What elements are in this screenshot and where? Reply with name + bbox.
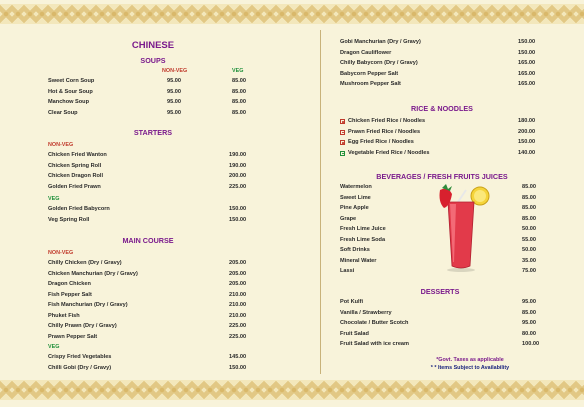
menu-item-row — [340, 116, 544, 126]
menu-item-row — [340, 297, 544, 307]
menu-item-price: 55.00 — [522, 236, 536, 243]
menu-item-name: Mushroom Pepper Salt — [340, 81, 401, 87]
nonveg-marker-icon — [340, 140, 345, 145]
menu-item-price: 85.00 — [522, 215, 536, 222]
menu-item-row — [340, 127, 544, 137]
menu-item-row — [48, 108, 258, 118]
menu-item-name: Phuket Fish — [48, 312, 80, 319]
starters-nonveg-label: NON-VEG — [48, 142, 74, 148]
menu-item-name: Fresh Lime Soda — [340, 236, 386, 243]
menu-item-price: 95.00 — [522, 299, 536, 305]
price-veg: 85.00 — [232, 88, 246, 95]
menu-item-price: 85.00 — [522, 194, 536, 201]
starters-veg-label: VEG — [48, 196, 60, 202]
menu-item-row — [48, 279, 258, 289]
section-title-beverages: BEVERAGES / FRESH FRUITS JUICES — [376, 172, 508, 181]
menu-item-row — [48, 76, 258, 86]
menu-item-name: Chilly Babycorn (Dry / Gravy) — [340, 60, 418, 66]
section-title-starters: STARTERS — [133, 128, 173, 137]
menu-item-price: 165.00 — [518, 70, 536, 77]
menu-item-name: Fruit Salad with ice cream — [340, 341, 410, 347]
menu-item-row — [48, 97, 258, 107]
price-veg: 85.00 — [232, 109, 246, 116]
section-title-main-course: MAIN COURSE — [122, 236, 174, 245]
price-nonveg: 95.00 — [167, 109, 181, 116]
menu-item-row — [340, 308, 544, 318]
menu-item-name: Clear Soup — [48, 109, 78, 116]
menu-item-row — [48, 290, 258, 300]
menu-item-price: 225.00 — [229, 333, 247, 340]
menu-item-name: Chicken Fried Rice / Noodles — [348, 118, 426, 124]
menu-item-name: Golden Fried Babycorn — [48, 206, 110, 212]
menu-item-name: Prawn Pepper Salt — [48, 333, 98, 340]
main-course-nonveg-label: NON-VEG — [48, 250, 74, 256]
menu-item-price: 150.00 — [518, 139, 536, 145]
menu-item-price: 145.00 — [229, 354, 247, 360]
menu-item-name: Fish Pepper Salt — [48, 291, 92, 298]
menu-item-name: Watermelon — [340, 184, 372, 190]
menu-item-row — [48, 182, 258, 192]
menu-item-name: Dragon Cauliflower — [340, 49, 392, 56]
menu-item-price: 165.00 — [518, 81, 536, 87]
menu-item-price: 190.00 — [229, 162, 247, 169]
note-taxes: *Govt. Taxes as applicable — [436, 357, 504, 363]
menu-item-name: Vanilla / Strawberry — [340, 309, 392, 316]
menu-item-price: 165.00 — [518, 60, 536, 66]
column-divider — [320, 30, 321, 374]
price-veg: 85.00 — [232, 99, 246, 105]
menu-item-name: Fish Manchurian (Dry / Gravy) — [48, 302, 128, 308]
price-nonveg: 95.00 — [167, 78, 181, 84]
menu-item-price: 210.00 — [229, 291, 247, 298]
menu-item-price: 210.00 — [229, 302, 247, 308]
price-veg: 85.00 — [232, 78, 246, 84]
menu-item-price: 200.00 — [518, 128, 536, 135]
menu-item-name: Fresh Lime Juice — [340, 226, 386, 232]
menu-item-price: 205.00 — [229, 260, 247, 266]
menu-item-row — [48, 332, 258, 342]
menu-item-name: Soft Drinks — [340, 247, 370, 253]
menu-item-price: 50.00 — [522, 247, 536, 253]
menu-item-name: Pot Kulfi — [340, 299, 363, 305]
menu-item-row — [48, 204, 258, 214]
menu-item-name: Chicken Fried Wanton — [48, 152, 107, 158]
menu-item-name: Chilly Prawn (Dry / Gravy) — [48, 323, 117, 329]
menu-item-row — [340, 48, 544, 58]
soups-col-nonveg-header: NON-VEG — [162, 68, 188, 74]
menu-item-name: Vegetable Fried Rice / Noodles — [348, 149, 430, 156]
section-title-desserts: DESSERTS — [420, 287, 460, 296]
main-course-veg-label: VEG — [48, 344, 60, 350]
menu-item-price: 200.00 — [229, 173, 247, 179]
menu-item-row — [48, 269, 258, 279]
menu-item-price: 85.00 — [522, 184, 536, 190]
menu-item-row — [340, 79, 544, 89]
menu-item-price: 150.00 — [518, 49, 536, 56]
menu-item-row — [48, 321, 258, 331]
menu-item-name: Manchow Soup — [48, 99, 90, 105]
menu-item-row — [48, 161, 258, 171]
top-decorative-border — [0, 4, 584, 24]
menu-item-row — [48, 215, 258, 225]
price-nonveg: 95.00 — [167, 88, 181, 95]
menu-item-row — [340, 58, 544, 68]
menu-item-row — [48, 171, 258, 181]
menu-item-row — [340, 148, 544, 158]
menu-item-row — [340, 339, 544, 349]
menu-item-row — [48, 300, 258, 310]
menu-item-row — [340, 37, 544, 47]
menu-item-name: Sweet Lime — [340, 194, 371, 201]
menu-item-name: Lassi — [340, 268, 355, 274]
menu-item-row — [48, 311, 258, 321]
menu-item-name: Fruit Salad — [340, 330, 369, 337]
menu-item-row — [48, 150, 258, 160]
menu-item-row — [48, 87, 258, 97]
menu-item-price: 150.00 — [518, 39, 536, 45]
menu-item-name: Chilly Chicken (Dry / Gravy) — [48, 260, 122, 266]
menu-item-name: Grape — [340, 215, 357, 222]
note-availability: * * Items Subject to Availability — [430, 365, 510, 371]
price-nonveg: 95.00 — [167, 99, 181, 105]
menu-item-name: Crispy Fried Vegetables — [48, 354, 112, 360]
menu-item-price: 150.00 — [229, 216, 247, 223]
menu-item-price: 35.00 — [522, 257, 536, 264]
menu-item-name: Dragon Chicken — [48, 281, 91, 287]
menu-item-price: 210.00 — [229, 312, 247, 319]
menu-item-row — [340, 69, 544, 79]
menu-item-name: Golden Fried Prawn — [48, 183, 101, 190]
juice-glass-icon — [434, 182, 494, 272]
menu-item-price: 85.00 — [522, 309, 536, 316]
nonveg-marker-icon — [340, 130, 345, 135]
menu-item-row — [48, 258, 258, 268]
menu-item-row — [340, 329, 544, 339]
menu-item-name: Chicken Spring Roll — [48, 162, 102, 169]
nonveg-marker-icon — [340, 119, 345, 124]
bottom-decorative-border — [0, 380, 584, 400]
menu-item-price: 95.00 — [522, 320, 536, 326]
menu-item-name: Pine Apple — [340, 205, 369, 211]
menu-item-name: Mineral Water — [340, 257, 377, 264]
juice-glass-illustration — [434, 182, 494, 272]
menu-item-name: Gobi Manchurian (Dry / Gravy) — [340, 39, 421, 45]
menu-item-price: 75.00 — [522, 268, 536, 274]
section-title-chinese: CHINESE — [131, 40, 175, 51]
menu-item-price: 50.00 — [522, 226, 536, 232]
menu-item-price: 85.00 — [522, 205, 536, 211]
section-title-rice-noodles: RICE & NOODLES — [411, 104, 473, 113]
menu-item-price: 80.00 — [522, 330, 536, 337]
menu-item-name: Chicken Dragon Roll — [48, 173, 104, 179]
menu-item-row — [340, 137, 544, 147]
veg-marker-icon — [340, 151, 345, 156]
menu-item-name: Sweet Corn Soup — [48, 78, 95, 84]
menu-item-price: 205.00 — [229, 281, 247, 287]
menu-item-name: Chocolate / Butter Scotch — [340, 320, 409, 326]
menu-item-price: 100.00 — [522, 341, 540, 347]
menu-item-price: 225.00 — [229, 323, 247, 329]
menu-item-price: 150.00 — [229, 364, 247, 371]
menu-item-price: 190.00 — [229, 152, 247, 158]
menu-item-row — [340, 318, 544, 328]
menu-item-name: Chilli Gobi (Dry / Gravy) — [48, 364, 112, 371]
menu-item-row — [48, 352, 258, 362]
menu-item-name: Egg Fried Rice / Noodles — [348, 139, 414, 145]
menu-item-name: Prawn Fried Rice / Noodles — [348, 128, 421, 135]
menu-item-name: Babycorn Pepper Salt — [340, 70, 399, 77]
menu-item-name: Hot & Sour Soup — [48, 88, 93, 95]
menu-item-name: Veg Spring Roll — [48, 216, 90, 223]
menu-item-name: Chicken Manchurian (Dry / Gravy) — [48, 270, 138, 277]
menu-item-row — [48, 363, 258, 373]
menu-item-price: 180.00 — [518, 118, 536, 124]
menu-item-price: 225.00 — [229, 183, 247, 190]
menu-item-price: 205.00 — [229, 270, 247, 277]
section-title-soups: SOUPS — [140, 56, 166, 65]
menu-item-price: 140.00 — [518, 149, 536, 156]
soups-col-veg-header: VEG — [232, 68, 244, 74]
menu-item-price: 150.00 — [229, 206, 247, 212]
